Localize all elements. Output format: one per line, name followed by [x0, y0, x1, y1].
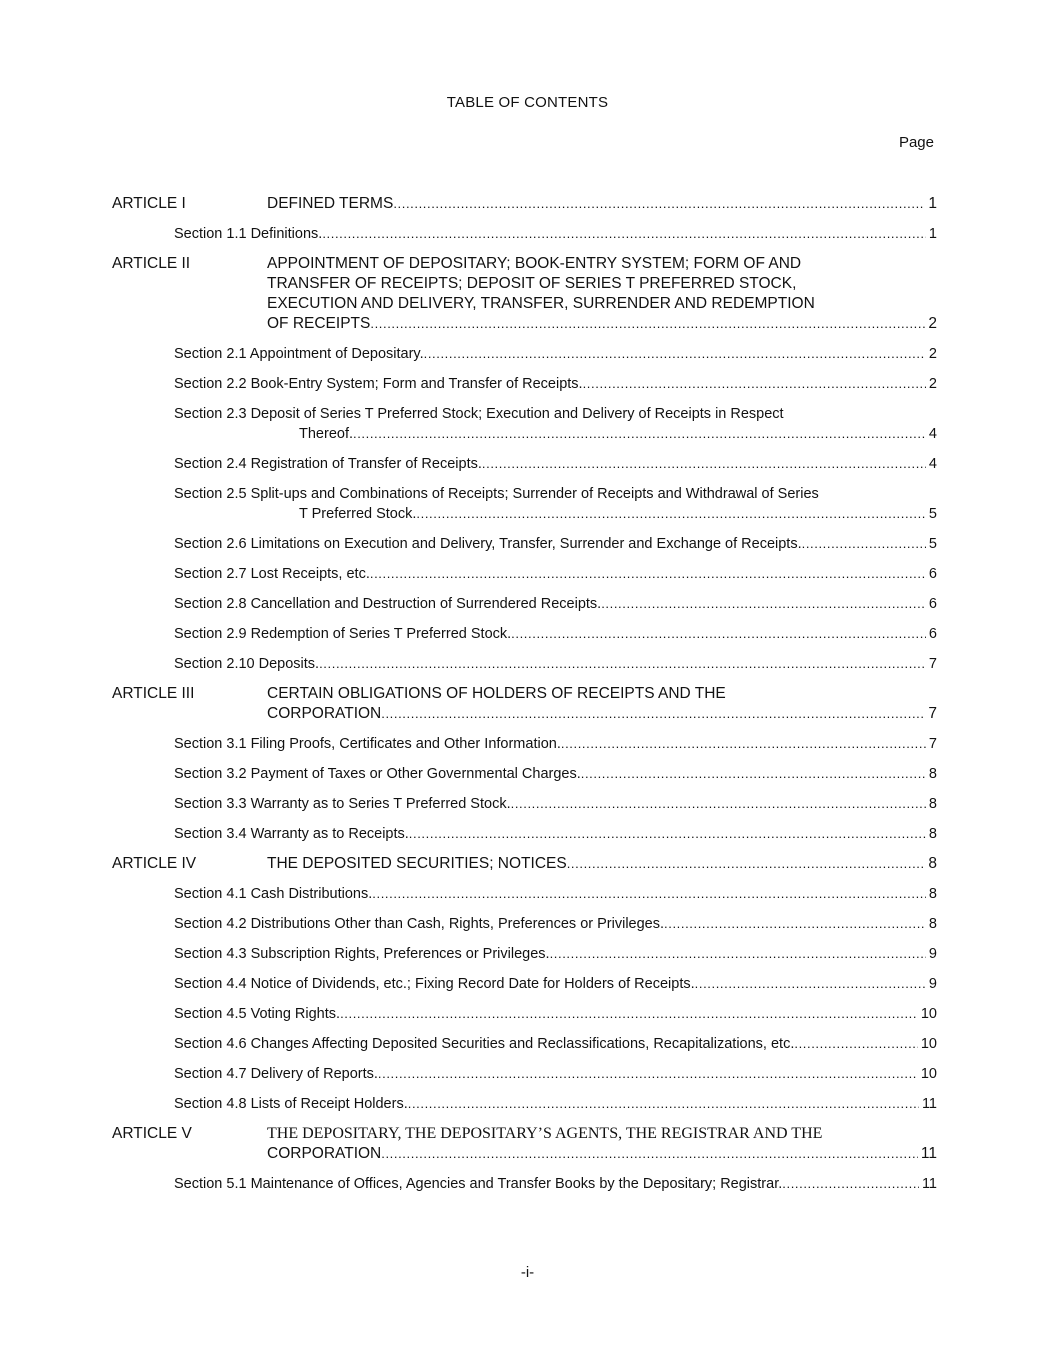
section-title-leader — [174, 1004, 937, 1024]
page-number: 8 — [928, 826, 937, 842]
article-title-line: THE DEPOSITARY, THE DEPOSITARY’S AGENTS, THE REGISTRAR AND THE — [267, 1125, 823, 1142]
page-number: 4 — [928, 456, 937, 472]
dot-leader — [370, 564, 926, 584]
page-number: 1 — [928, 195, 937, 212]
dot-leader — [802, 534, 926, 554]
page-number: 6 — [928, 596, 937, 612]
page-number: 1 — [928, 226, 937, 242]
page-number: 11 — [921, 1176, 937, 1192]
page-number: 2 — [928, 346, 937, 362]
section-title-leader — [174, 374, 937, 394]
section-title-line: Section 3.4 Warranty as to Receipts. — [174, 826, 409, 842]
dot-leader — [583, 374, 926, 394]
dot-leader — [664, 914, 926, 934]
article-title-leader — [267, 1144, 937, 1164]
section-title-line: Section 2.9 Redemption of Series T Preferred Stock. — [174, 626, 512, 642]
dot-leader — [695, 974, 926, 994]
page-number: 8 — [928, 796, 937, 812]
page-number: 8 — [928, 916, 937, 932]
dot-leader — [370, 314, 925, 334]
section-title-leader — [174, 824, 937, 844]
dot-leader — [550, 944, 926, 964]
section-title-line: Section 2.1 Appointment of Depositary. — [174, 346, 424, 362]
section-title-leader — [174, 734, 937, 754]
dot-leader — [782, 1174, 919, 1194]
section-title-leader — [174, 594, 937, 614]
section-title-line: Section 4.4 Notice of Dividends, etc.; Fixing Record Date for Holders of Receipts. — [174, 976, 695, 992]
section-title-leader — [174, 454, 937, 474]
dot-leader — [601, 594, 926, 614]
section-title-leader — [174, 564, 937, 584]
article-title-line: CORPORATION — [267, 1145, 382, 1162]
page-number: 6 — [928, 626, 937, 642]
section-title-leader — [174, 1174, 937, 1194]
section-title-line: Section 5.1 Maintenance of Offices, Agencies and Transfer Books by the Depositary; Registrar. — [174, 1176, 783, 1192]
section-title-line: T Preferred Stock. — [299, 506, 417, 522]
page-number-footer: -i- — [520, 1264, 535, 1281]
section-title-line: Section 2.5 Split-ups and Combinations of Receipts; Surrender of Receipts and Withdrawal of Series — [174, 486, 819, 502]
page-number: 8 — [928, 766, 937, 782]
section-title-line: Section 3.3 Warranty as to Series T Preferred Stock. — [174, 796, 511, 812]
article-title-line: EXECUTION AND DELIVERY, TRANSFER, SURRENDER AND REDEMPTION — [267, 295, 815, 312]
article-number: ARTICLE IV — [112, 855, 197, 872]
article-title-line: APPOINTMENT OF DEPOSITARY; BOOK-ENTRY SYSTEM; FORM OF AND — [267, 255, 802, 272]
section-title-line: Section 2.10 Deposits. — [174, 656, 320, 672]
article-title-leader — [267, 314, 937, 334]
page-number: 4 — [928, 426, 937, 442]
section-title-leader — [174, 534, 937, 554]
section-title-leader — [174, 944, 937, 964]
dot-leader — [322, 224, 926, 244]
section-title-line: Section 2.4 Registration of Transfer of Receipts. — [174, 456, 482, 472]
article-number: ARTICLE III — [112, 685, 195, 702]
section-title-line: Section 3.1 Filing Proofs, Certificates and Other Information. — [174, 736, 561, 752]
dot-leader — [393, 194, 925, 214]
page-number: 10 — [920, 1006, 937, 1022]
section-title-leader — [174, 1034, 937, 1054]
page-number: 9 — [928, 946, 937, 962]
section-title-line: Thereof. — [299, 426, 353, 442]
section-title-line: Section 4.8 Lists of Receipt Holders. — [174, 1096, 408, 1112]
section-title-leader — [299, 424, 937, 444]
section-title-line: Section 2.7 Lost Receipts, etc. — [174, 566, 370, 582]
section-title-line: Section 2.3 Deposit of Series T Preferred Stock; Execution and Delivery of Receipts in Respect — [174, 406, 784, 422]
page-number: 5 — [928, 506, 937, 522]
article-number: ARTICLE II — [112, 255, 191, 272]
dot-leader — [409, 824, 926, 844]
section-title-line: Section 4.7 Delivery of Reports. — [174, 1066, 378, 1082]
section-title-line: Section 4.2 Distributions Other than Cash, Rights, Preferences or Privileges. — [174, 916, 665, 932]
page-number: 7 — [928, 656, 937, 672]
article-title-line: DEFINED TERMS — [267, 195, 394, 212]
dot-leader — [511, 624, 926, 644]
page-number: 2 — [928, 376, 937, 392]
section-title-leader — [174, 654, 937, 674]
dot-leader — [353, 424, 926, 444]
article-title-line: TRANSFER OF RECEIPTS; DEPOSIT OF SERIES T PREFERRED STOCK, — [267, 275, 797, 292]
article-title-line: THE DEPOSITED SECURITIES; NOTICES — [267, 855, 567, 872]
section-title-line: Section 4.6 Changes Affecting Deposited Securities and Reclassifications, Recapitalizations, etc. — [174, 1036, 795, 1052]
dot-leader — [424, 344, 926, 364]
section-title-line: Section 3.2 Payment of Taxes or Other Governmental Charges. — [174, 766, 581, 782]
section-title-leader — [174, 344, 937, 364]
toc-title: TABLE OF CONTENTS — [446, 94, 609, 111]
page-number: 5 — [928, 536, 937, 552]
dot-leader — [581, 764, 926, 784]
section-title-leader — [174, 794, 937, 814]
dot-leader — [567, 854, 926, 874]
page-number: 2 — [928, 315, 937, 332]
article-number: ARTICLE V — [112, 1125, 192, 1142]
section-title-line: Section 4.3 Subscription Rights, Preferences or Privileges. — [174, 946, 550, 962]
page-number: 7 — [928, 736, 937, 752]
page-number: 10 — [920, 1066, 937, 1082]
section-title-line: Section 2.6 Limitations on Execution and Delivery, Transfer, Surrender and Exchange of Receipts. — [174, 536, 802, 552]
dot-leader — [482, 454, 926, 474]
article-title-line: CERTAIN OBLIGATIONS OF HOLDERS OF RECEIPTS AND THE — [267, 685, 726, 702]
page-number: 9 — [928, 976, 937, 992]
dot-leader — [561, 734, 926, 754]
section-title-line: Section 2.8 Cancellation and Destruction of Surrendered Receipts. — [174, 596, 602, 612]
page-number: 8 — [928, 855, 937, 872]
page-number: 10 — [920, 1036, 937, 1052]
dot-leader — [340, 1004, 918, 1024]
section-title-line: Section 4.5 Voting Rights. — [174, 1006, 341, 1022]
article-title-leader — [267, 704, 937, 724]
article-number: ARTICLE I — [112, 195, 186, 212]
section-title-leader — [299, 504, 937, 524]
section-title-leader — [174, 974, 937, 994]
section-title-line: Section 2.2 Book-Entry System; Form and Transfer of Receipts. — [174, 376, 583, 392]
dot-leader — [408, 1094, 919, 1114]
section-title-leader — [174, 764, 937, 784]
dot-leader — [511, 794, 926, 814]
page-number: 11 — [920, 1145, 937, 1162]
article-title-line: OF RECEIPTS — [267, 315, 371, 332]
section-title-leader — [174, 624, 937, 644]
article-title-leader — [267, 194, 937, 214]
dot-leader — [319, 654, 926, 674]
dot-leader — [794, 1034, 918, 1054]
section-title-leader — [174, 884, 937, 904]
section-title-line: Section 4.1 Cash Distributions. — [174, 886, 373, 902]
dot-leader — [378, 1064, 918, 1084]
page-number: 8 — [928, 886, 937, 902]
section-title-leader — [174, 1094, 937, 1114]
section-title-line: Section 1.1 Definitions. — [174, 226, 323, 242]
section-title-leader — [174, 1064, 937, 1084]
section-title-leader — [174, 914, 937, 934]
article-title-line: CORPORATION — [267, 705, 382, 722]
page-number: 7 — [928, 705, 937, 722]
dot-leader — [416, 504, 926, 524]
dot-leader — [381, 704, 925, 724]
page-number: 6 — [928, 566, 937, 582]
page-number: 11 — [921, 1096, 937, 1112]
article-title-leader — [267, 854, 937, 874]
dot-leader — [372, 884, 926, 904]
dot-leader — [381, 1144, 918, 1164]
section-title-leader — [174, 224, 937, 244]
page-column-header: Page — [898, 134, 934, 151]
